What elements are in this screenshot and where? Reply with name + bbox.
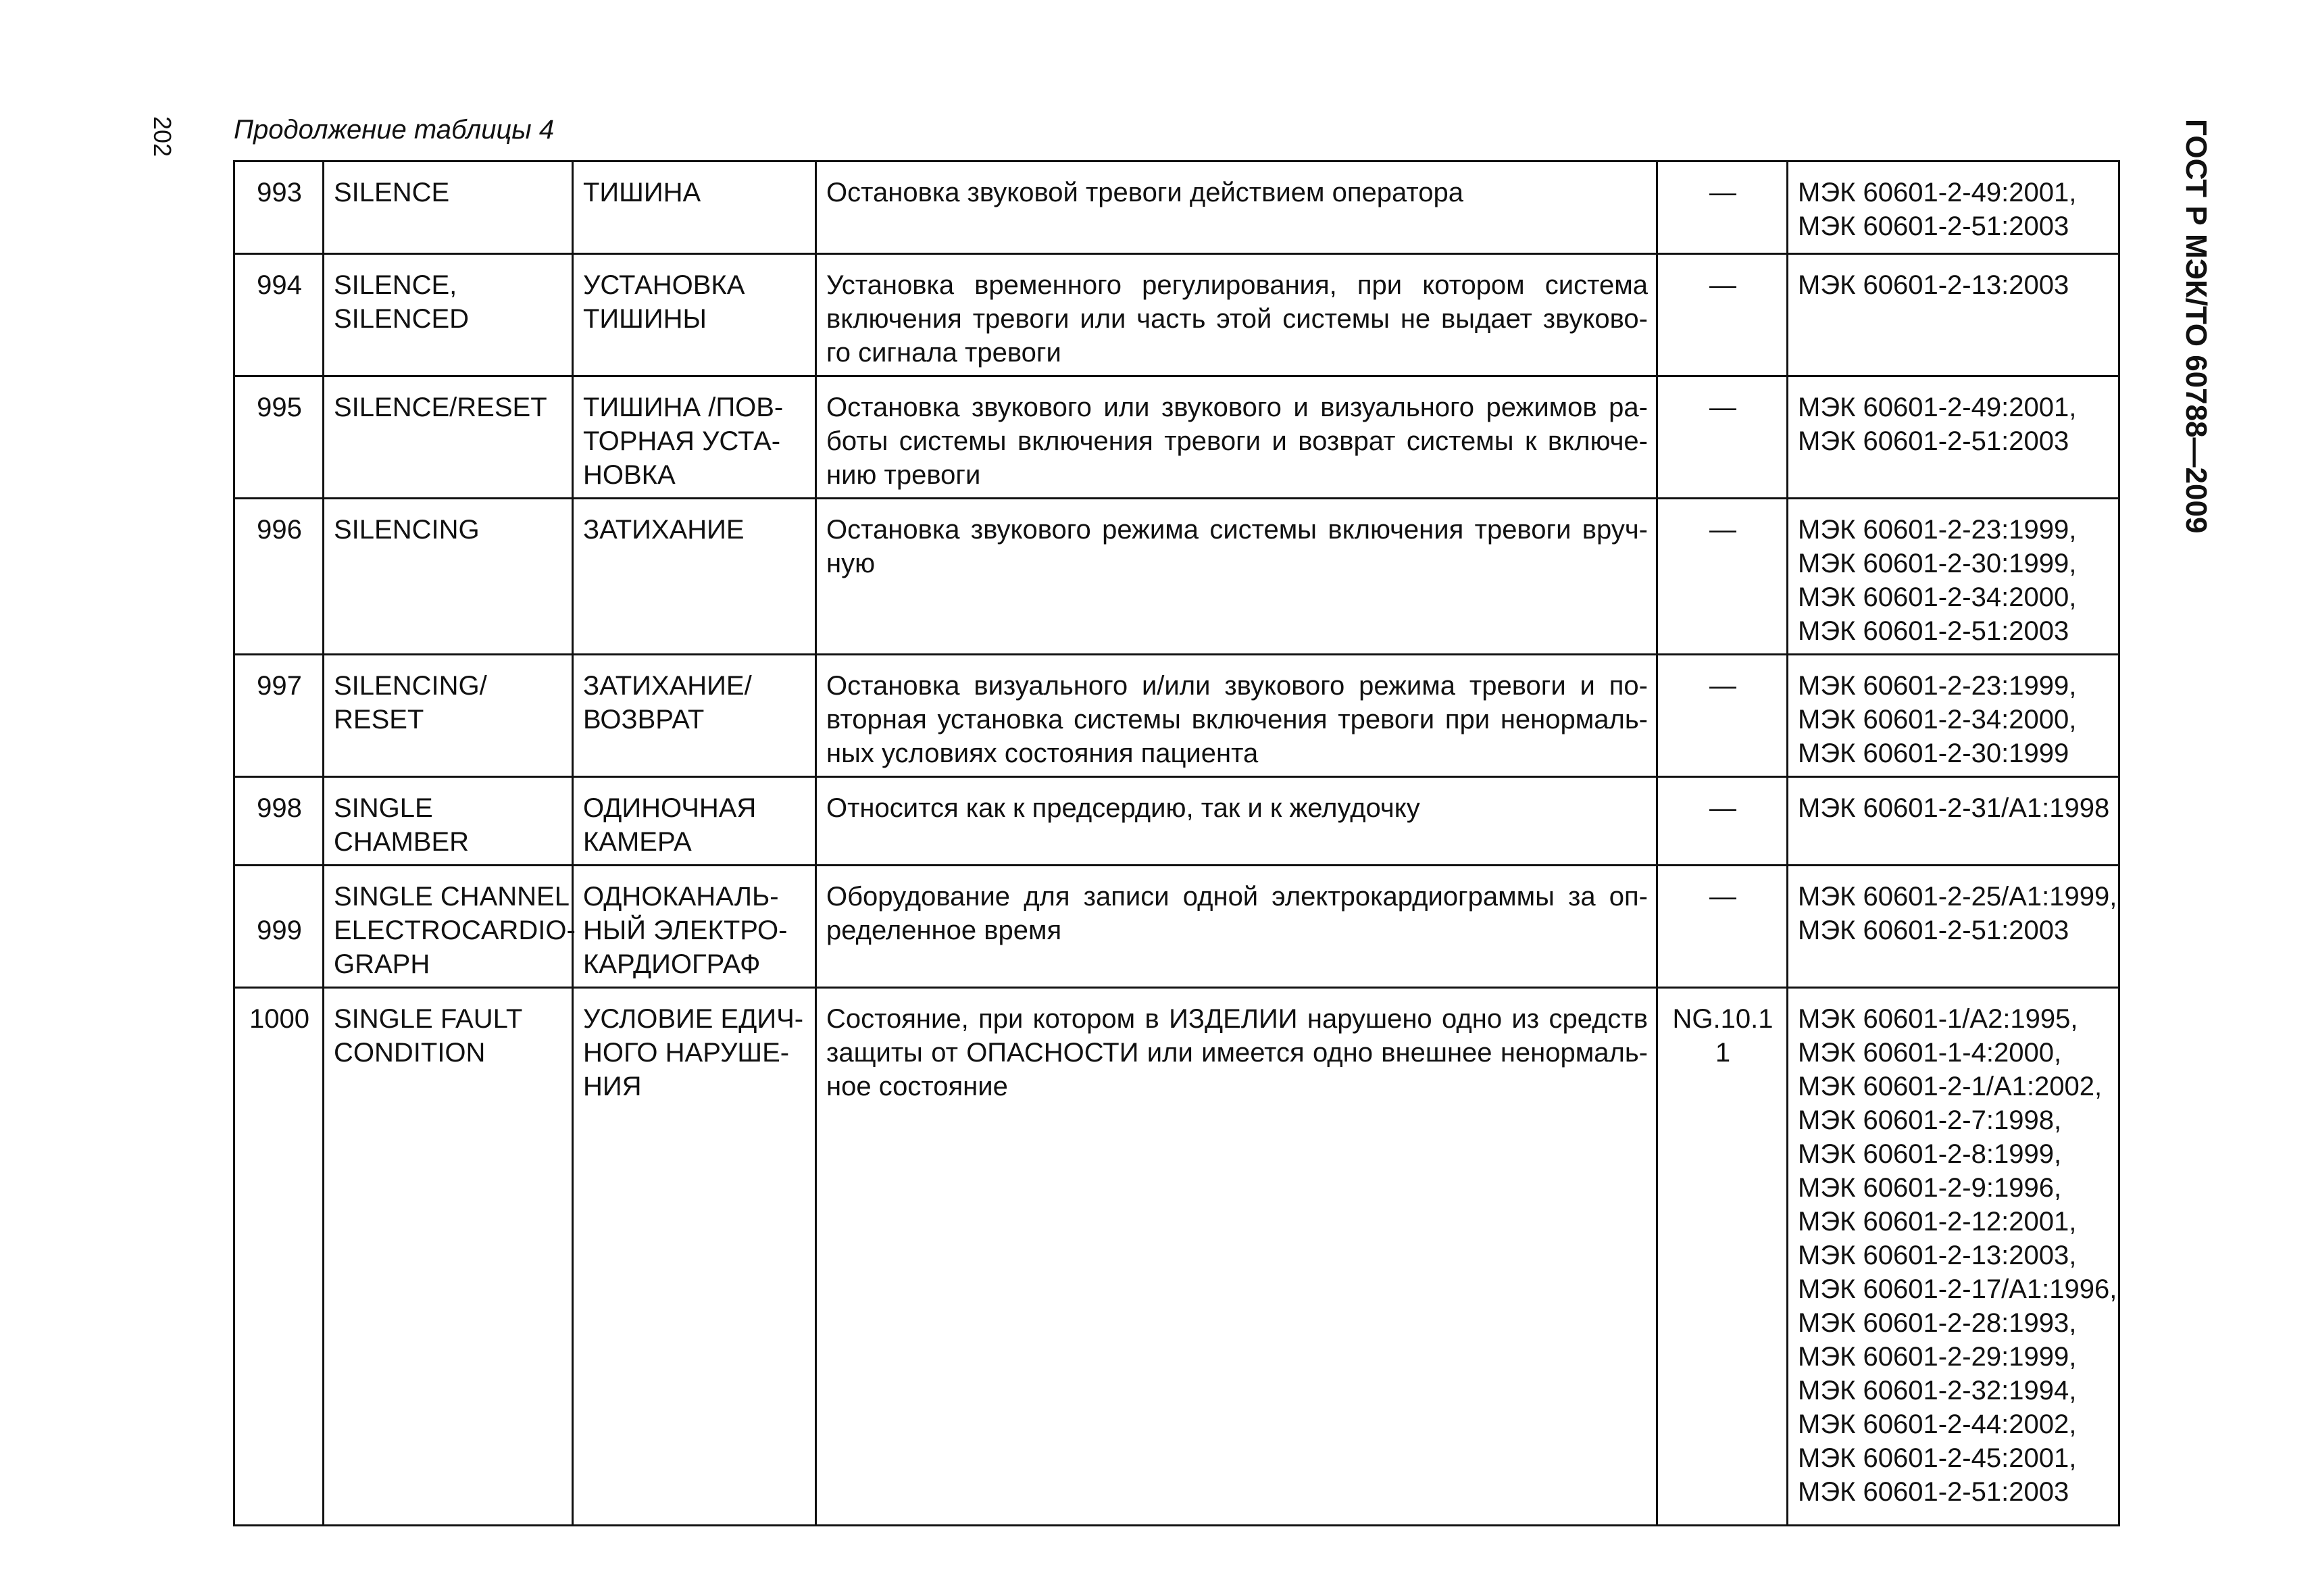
terms-table bbox=[233, 160, 2120, 1526]
russian-term-cell bbox=[573, 988, 816, 1526]
standard-ref-line: МЭК 60601-2-23:1999, bbox=[1798, 671, 2077, 701]
standard-ref-line: МЭК 60601-2-13:2003 bbox=[1798, 270, 2069, 300]
definition-line: ределенное время bbox=[826, 916, 1062, 945]
standard-ref-line: МЭК 60601-2-44:2002, bbox=[1798, 1410, 2077, 1439]
english-term-cell bbox=[324, 777, 573, 866]
russian-term-line: НОВКА bbox=[583, 460, 676, 490]
term-number-cell bbox=[234, 254, 324, 376]
terms-table-body bbox=[234, 161, 2119, 1526]
standard-refs-cell bbox=[1788, 777, 2119, 866]
standard-refs-cell bbox=[1788, 988, 2119, 1526]
russian-term-cell bbox=[573, 499, 816, 655]
term-number: 996 bbox=[257, 515, 302, 545]
english-term-line: SINGLE bbox=[334, 793, 433, 823]
standard-ref-line: МЭК 60601-2-49:2001, bbox=[1798, 178, 2077, 207]
definition-cell bbox=[816, 777, 1657, 866]
section-ref: NG.10.11 bbox=[1672, 1004, 1774, 1068]
russian-term-line: УСТАНОВКА bbox=[583, 270, 745, 300]
term-number-cell bbox=[234, 499, 324, 655]
standard-ref-line: МЭК 60601-2-30:1999 bbox=[1798, 739, 2069, 768]
section-ref-cell bbox=[1657, 655, 1788, 777]
standard-refs-cell bbox=[1788, 866, 2119, 988]
section-ref: — bbox=[1709, 270, 1736, 300]
standard-ref-line: МЭК 60601-2-49:2001, bbox=[1798, 393, 2077, 422]
russian-term-line: НОГО НАРУШЕ- bbox=[583, 1038, 790, 1068]
table-row bbox=[234, 254, 2119, 376]
section-ref-cell bbox=[1657, 988, 1788, 1526]
english-term-line: SILENCE, bbox=[334, 270, 457, 300]
russian-term-cell bbox=[573, 254, 816, 376]
english-term-cell bbox=[324, 655, 573, 777]
section-ref: — bbox=[1709, 882, 1736, 912]
section-ref: — bbox=[1709, 178, 1736, 207]
definition-line: Состояние, при котором в ИЗДЕЛИИ нарушено одно из средств bbox=[826, 1004, 1648, 1034]
standard-ref-line: МЭК 60601-2-34:2000, bbox=[1798, 705, 2077, 734]
section-ref: — bbox=[1709, 393, 1736, 422]
standard-refs-cell bbox=[1788, 161, 2119, 254]
section-ref: — bbox=[1709, 671, 1736, 701]
table-row bbox=[234, 777, 2119, 866]
russian-term-line: НЫЙ ЭЛЕКТРО- bbox=[583, 916, 788, 945]
standard-ref-line: МЭК 60601-2-51:2003 bbox=[1798, 616, 2069, 646]
english-term-cell bbox=[324, 254, 573, 376]
definition-line: го сигнала тревоги bbox=[826, 338, 1061, 368]
english-term-cell bbox=[324, 866, 576, 988]
standard-ref-line: МЭК 60601-2-25/А1:1999, bbox=[1798, 882, 2117, 912]
russian-term-line: ОДНОКАНАЛЬ- bbox=[583, 882, 779, 912]
term-number: 998 bbox=[257, 793, 302, 823]
russian-term-line: ТИШИНА /ПОВ- bbox=[583, 393, 784, 422]
standard-ref-line: МЭК 60601-2-12:2001, bbox=[1798, 1207, 2077, 1237]
standard-refs-cell bbox=[1788, 254, 2119, 376]
definition-cell bbox=[816, 499, 1657, 655]
term-number-cell bbox=[234, 376, 324, 499]
standard-ref-line: МЭК 60601-2-51:2003 bbox=[1798, 211, 2069, 241]
english-term-cell bbox=[324, 376, 573, 499]
standard-ref-line: МЭК 60601-2-1/А1:2002, bbox=[1798, 1072, 2103, 1101]
standard-ref-line: МЭК 60601-2-13:2003, bbox=[1798, 1241, 2077, 1270]
definition-line: нию тревоги bbox=[826, 460, 981, 490]
english-term-cell bbox=[324, 988, 573, 1526]
standard-code: ГОСТ Р МЭК/ТО 60788—2009 bbox=[2180, 119, 2213, 534]
english-term-cell bbox=[324, 161, 573, 254]
english-term-line: CHAMBER bbox=[334, 827, 470, 857]
russian-term-line: ТИШИНА bbox=[583, 178, 701, 207]
definition-cell bbox=[816, 988, 1657, 1526]
definition-line: Относится как к предсердию, так и к желудочку bbox=[826, 793, 1420, 823]
standard-refs-cell bbox=[1788, 499, 2119, 655]
standard-ref-line: МЭК 60601-2-30:1999, bbox=[1798, 549, 2077, 578]
russian-term-line: НИЯ bbox=[583, 1072, 642, 1101]
standard-ref-line: МЭК 60601-2-51:2003 bbox=[1798, 916, 2069, 945]
term-number: 995 bbox=[257, 393, 302, 422]
russian-term-line: КАМЕРА bbox=[583, 827, 692, 857]
definition-line: Остановка звукового или звукового и визуального режимов ра- bbox=[826, 393, 1648, 422]
page-number: 202 bbox=[149, 116, 176, 157]
russian-term-line: ЗАТИХАНИЕ/ bbox=[583, 671, 752, 701]
table-row bbox=[234, 988, 2119, 1526]
term-number-cell bbox=[234, 777, 324, 866]
russian-term-line: ЗАТИХАНИЕ bbox=[583, 515, 745, 545]
definition-line: вторная установка системы включения тревоги при ненормаль- bbox=[826, 705, 1648, 734]
table-row bbox=[234, 499, 2119, 655]
definition-line: ную bbox=[826, 549, 876, 578]
section-ref: — bbox=[1709, 515, 1736, 545]
standard-ref-line: МЭК 60601-2-29:1999, bbox=[1798, 1342, 2077, 1372]
term-number: 997 bbox=[257, 671, 302, 701]
russian-term-line: ТОРНАЯ УСТА- bbox=[583, 426, 781, 456]
definition-cell bbox=[816, 866, 1657, 988]
section-ref-cell bbox=[1657, 254, 1788, 376]
table-row bbox=[234, 376, 2119, 499]
standard-ref-line: МЭК 60601-2-45:2001, bbox=[1798, 1443, 2077, 1473]
table-caption: Продолжение таблицы 4 bbox=[234, 115, 555, 145]
term-number-cell bbox=[234, 655, 324, 777]
standard-ref-line: МЭК 60601-2-17/А1:1996, bbox=[1798, 1274, 2117, 1304]
standard-ref-line: МЭК 60601-2-31/А1:1998 bbox=[1798, 793, 2110, 823]
english-term-line: SILENCE bbox=[334, 178, 450, 207]
russian-term-line: ТИШИНЫ bbox=[583, 304, 707, 334]
english-term-line: SINGLE CHANNEL bbox=[334, 882, 570, 912]
section-ref-cell bbox=[1657, 161, 1788, 254]
section-ref-cell bbox=[1657, 777, 1788, 866]
standard-ref-line: МЭК 60601-1-4:2000, bbox=[1798, 1038, 2062, 1068]
definition-line: Оборудование для записи одной электрокардиограммы за оп- bbox=[826, 882, 1648, 912]
russian-term-cell bbox=[573, 655, 816, 777]
term-number-cell bbox=[234, 161, 324, 254]
english-term-cell bbox=[324, 499, 573, 655]
standard-refs-cell bbox=[1788, 376, 2119, 499]
english-term-line: ELECTROCARDIO- bbox=[334, 916, 576, 945]
standard-ref-line: МЭК 60601-1/А2:1995, bbox=[1798, 1004, 2078, 1034]
standard-refs-cell bbox=[1788, 655, 2119, 777]
definition-line: боты системы включения тревоги и возврат системы к включе- bbox=[826, 426, 1648, 456]
english-term-line: RESET bbox=[334, 705, 424, 734]
english-term-line: SILENCING/ bbox=[334, 671, 487, 701]
term-number: 993 bbox=[257, 178, 302, 207]
term-number-cell bbox=[234, 866, 324, 988]
term-number: 994 bbox=[257, 270, 302, 300]
english-term-line: SILENCE/RESET bbox=[334, 393, 547, 422]
section-ref-cell bbox=[1657, 376, 1788, 499]
definition-line: включения тревоги или часть этой системы не выдает звуково- bbox=[826, 304, 1648, 334]
english-term-line: SILENCED bbox=[334, 304, 470, 334]
table-row bbox=[234, 866, 2119, 988]
standard-ref-line: МЭК 60601-2-9:1996, bbox=[1798, 1173, 2062, 1203]
russian-term-cell bbox=[573, 376, 816, 499]
english-term-line: SILENCING bbox=[334, 515, 480, 545]
table-row bbox=[234, 655, 2119, 777]
definition-line: Остановка звукового режима системы включения тревоги вруч- bbox=[826, 515, 1648, 545]
russian-term-line: ВОЗВРАТ bbox=[583, 705, 705, 734]
russian-term-line: КАРДИОГРАФ bbox=[583, 949, 761, 979]
russian-term-cell bbox=[573, 866, 816, 988]
definition-line: Остановка звуковой тревоги действием оператора bbox=[826, 178, 1463, 207]
section-ref: — bbox=[1709, 793, 1736, 823]
definition-cell bbox=[816, 161, 1657, 254]
definition-line: ное состояние bbox=[826, 1072, 1008, 1101]
standard-ref-line: МЭК 60601-2-28:1993, bbox=[1798, 1308, 2077, 1338]
definition-cell bbox=[816, 254, 1657, 376]
definition-line: защиты от ОПАСНОСТИ или имеется одно внешнее ненормаль- bbox=[826, 1038, 1648, 1068]
russian-term-line: ОДИНОЧНАЯ bbox=[583, 793, 757, 823]
english-term-line: SINGLE FAULT bbox=[334, 1004, 523, 1034]
standard-ref-line: МЭК 60601-2-51:2003 bbox=[1798, 1477, 2069, 1507]
english-term-line: GRAPH bbox=[334, 949, 430, 979]
term-number-cell bbox=[234, 988, 324, 1526]
section-ref-cell bbox=[1657, 866, 1788, 988]
standard-ref-line: МЭК 60601-2-23:1999, bbox=[1798, 515, 2077, 545]
term-number: 999 bbox=[257, 916, 302, 945]
standard-ref-line: МЭК 60601-2-7:1998, bbox=[1798, 1105, 2062, 1135]
standard-ref-line: МЭК 60601-2-51:2003 bbox=[1798, 426, 2069, 456]
definition-line: Установка временного регулирования, при котором система bbox=[826, 270, 1648, 300]
definition-cell bbox=[816, 655, 1657, 777]
russian-term-cell bbox=[573, 777, 816, 866]
standard-ref-line: МЭК 60601-2-8:1999, bbox=[1798, 1139, 2062, 1169]
standard-ref-line: МЭК 60601-2-34:2000, bbox=[1798, 582, 2077, 612]
table-row bbox=[234, 161, 2119, 254]
english-term-line: CONDITION bbox=[334, 1038, 486, 1068]
russian-term-line: УСЛОВИЕ ЕДИЧ- bbox=[583, 1004, 804, 1034]
definition-line: ных условиях состояния пациента bbox=[826, 739, 1259, 768]
definition-cell bbox=[816, 376, 1657, 499]
definition-line: Остановка визуального и/или звукового режима тревоги и по- bbox=[826, 671, 1648, 701]
russian-term-cell bbox=[573, 161, 816, 254]
section-ref-cell bbox=[1657, 499, 1788, 655]
term-number: 1000 bbox=[249, 1004, 309, 1034]
standard-ref-line: МЭК 60601-2-32:1994, bbox=[1798, 1376, 2077, 1405]
